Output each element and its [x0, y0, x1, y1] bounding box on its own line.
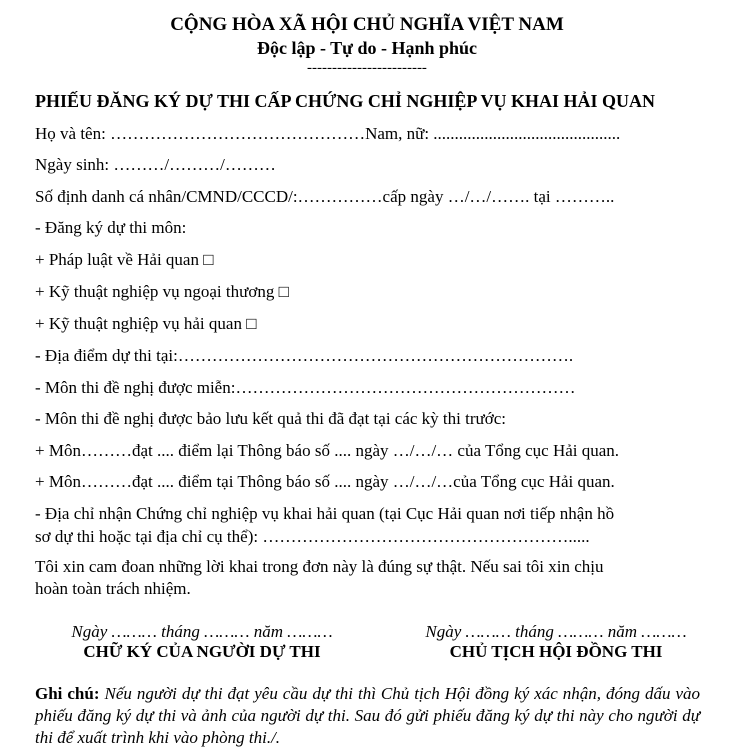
exam-location-line: - Địa điểm dự thi tại:……………………………………………………………. [35, 346, 574, 365]
candidate-date: Ngày ……… tháng ……… năm ……… [71, 622, 333, 641]
subject-customs-law: + Pháp luật về Hải quan □ [35, 250, 214, 269]
chairman-signature-title: CHỦ TỊCH HỘI ĐỒNG THI [449, 642, 663, 661]
subject-register-line: - Đăng ký dự thi môn: [35, 218, 187, 237]
address-line-2: sơ dự thi hoặc tại địa chỉ cụ thể): ………………………………………………..... [35, 527, 590, 546]
fullname-line: Họ và tên: ………………………………………Nam, nữ: ............................................ [35, 124, 621, 143]
note-text: Nếu người dự thi đạt yêu cầu dự thi thì Chủ tịch Hội đồng ký xác nhận, đóng dấu vào phiếu đăng ký dự thi và ảnh của người dự thi. Sau đó gửi phiếu đăng ký dự thi này cho người dự thi để xuất trình khi vào phòng thi./. [35, 684, 700, 747]
subject-foreign-trade: + Kỹ thuật nghiệp vụ ngoại thương □ [35, 282, 289, 301]
divider: ------------------------ [307, 60, 427, 76]
birthdate-line: Ngày sinh: ………/………/……… [35, 155, 276, 174]
pledge-line-1: Tôi xin cam đoan những lời khai trong đơn này là đúng sự thật. Nếu sai tôi xin chịu [35, 557, 604, 576]
reserved-subject-2: + Môn………đạt .... điểm tại Thông báo số .... ngày …/…/…của Tổng cục Hải quan. [35, 472, 615, 491]
note-block [35, 683, 700, 749]
chairman-date: Ngày ……… tháng ……… năm ……… [425, 622, 687, 641]
id-number-line: Số định danh cá nhân/CMND/CCCD/:……………cấp ngày …/…/……. tại ……….. [35, 187, 615, 206]
reserved-subject-1: + Môn………đạt .... điểm lại Thông báo số .... ngày …/…/… của Tổng cục Hải quan. [35, 441, 620, 460]
pledge-line-2: hoàn toàn trách nhiệm. [35, 579, 191, 598]
subject-customs-technique: + Kỹ thuật nghiệp vụ hải quan □ [35, 314, 257, 333]
address-line-1: - Địa chỉ nhận Chứng chỉ nghiệp vụ khai hải quan (tại Cục Hải quan nơi tiếp nhận hồ [35, 504, 615, 523]
form-title: PHIẾU ĐĂNG KÝ DỰ THI CẤP CHỨNG CHỈ NGHIỆP VỤ KHAI HẢI QUAN [35, 91, 656, 111]
candidate-signature-title: CHỮ KÝ CỦA NGƯỜI DỰ THI [83, 642, 321, 661]
nation-heading: CỘNG HÒA XÃ HỘI CHỦ NGHĨA VIỆT NAM [170, 14, 564, 35]
exempt-subject-line: - Môn thi đề nghị được miễn:…………………………………………………… [35, 378, 576, 397]
motto: Độc lập - Tự do - Hạnh phúc [256, 38, 478, 58]
note-label: Ghi chú: [35, 684, 100, 703]
reserved-result-line: - Môn thi đề nghị được bảo lưu kết quả thi đã đạt tại các kỳ thi trước: [35, 409, 506, 428]
